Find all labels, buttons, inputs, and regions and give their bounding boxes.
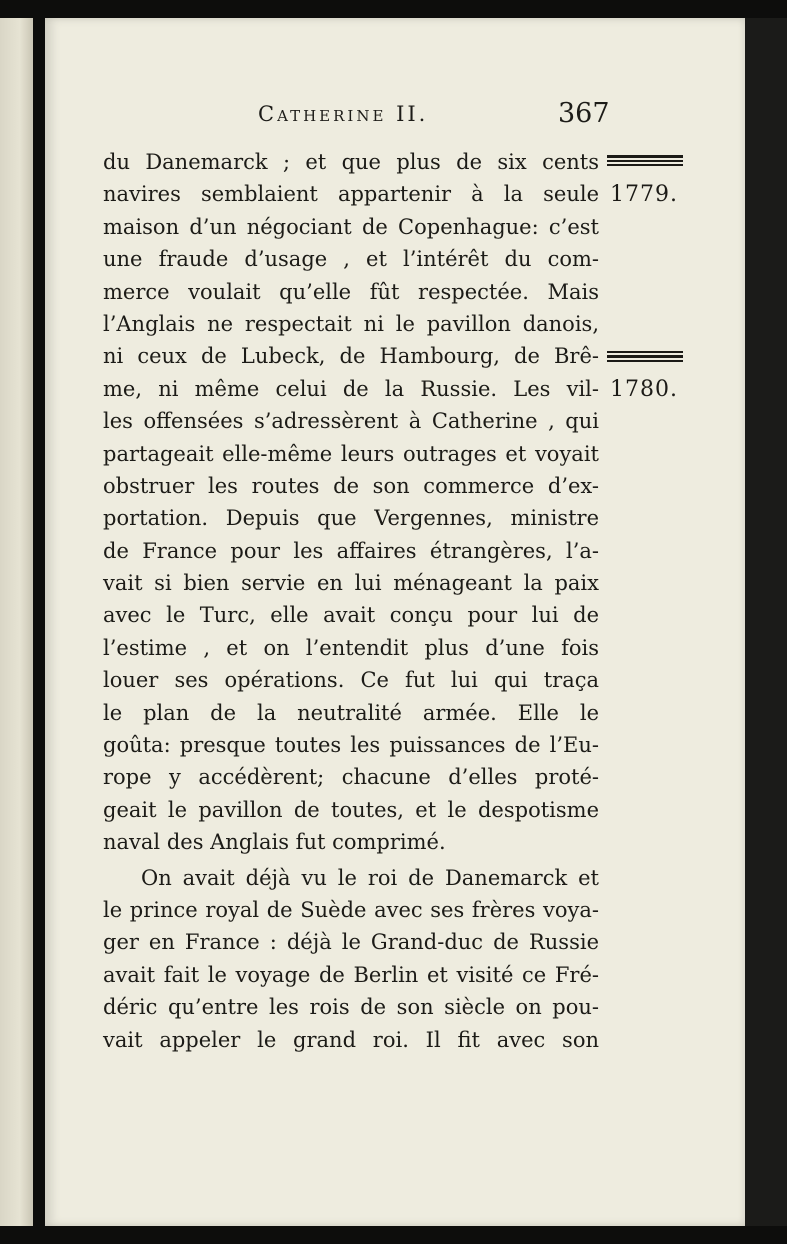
- text-line: du Danemarck ; et que plus de six cents: [103, 150, 599, 174]
- text-line: le plan de la neutralité armée. Elle le: [103, 700, 599, 725]
- text-line: ni ceux de Lubeck, de Hambourg, de Brê-: [103, 344, 599, 369]
- text-line: le prince royal de Suède avec ses frères voya-: [103, 897, 599, 922]
- text-line: l’estime , et on l’entendit plus d’une fois: [103, 635, 599, 660]
- text-line: naval des Anglais fut comprimé.: [103, 830, 446, 855]
- text-line: goûta: presque toutes les puissances de l’Eu-: [103, 733, 599, 758]
- text-line: rope y accédèrent; chacune d’elles proté-: [103, 765, 599, 790]
- text-line: déric qu’entre les rois de son siècle on pou-: [103, 995, 599, 1020]
- text-line: avec le Turc, elle avait conçu pour lui de: [103, 603, 599, 628]
- text-line: merce voulait qu’elle fût respectée. Mais: [103, 279, 599, 304]
- text-line: partageait elle-même leurs outrages et voyait: [103, 441, 599, 466]
- text-line: louer ses opérations. Ce fut lui qui traça: [103, 668, 599, 693]
- text-line: de France pour les affaires étrangères, l’a-: [103, 538, 599, 563]
- page-number: 367: [558, 98, 610, 129]
- text-line: me, ni même celui de la Russie. Les vil-: [103, 376, 599, 401]
- text-line: vait si bien servie en lui ménageant la paix: [103, 571, 599, 596]
- running-title: Catherine II.: [258, 102, 429, 126]
- text-line: geait le pavillon de toutes, et le despotisme: [103, 797, 599, 822]
- body-text: [103, 146, 599, 1056]
- text-line: portation. Depuis que Vergennes, ministre: [103, 506, 599, 531]
- text-line: ger en France : déjà le Grand-duc de Russie: [103, 930, 599, 955]
- text-line: une fraude d’usage , et l’intérêt du com-: [103, 247, 599, 272]
- page-edge-shadow: [745, 18, 787, 1226]
- text-line: obstruer les routes de son commerce d’ex-: [103, 473, 599, 498]
- page-header: [258, 98, 608, 134]
- margin-rule-1: [607, 155, 683, 168]
- text-line: vait appeler le grand roi. Il fit avec son: [103, 1027, 599, 1052]
- margin-year-1779: 1779.: [610, 182, 678, 207]
- text-line: l’Anglais ne respectait ni le pavillon danois,: [103, 311, 599, 336]
- text-line: On avait déjà vu le roi de Danemarck et: [141, 865, 599, 890]
- text-line: navires semblaient appartenir à la seule: [103, 182, 599, 207]
- margin-rule-2: [607, 351, 683, 364]
- text-line: maison d’un négociant de Copenhague: c’est: [103, 214, 599, 239]
- margin-year-1780: 1780.: [610, 377, 678, 402]
- previous-page-edge: [0, 18, 33, 1226]
- text-line: avait fait le voyage de Berlin et visité ce Fré-: [103, 962, 599, 987]
- text-line: les offensées s’adressèrent à Catherine , qui: [103, 409, 599, 434]
